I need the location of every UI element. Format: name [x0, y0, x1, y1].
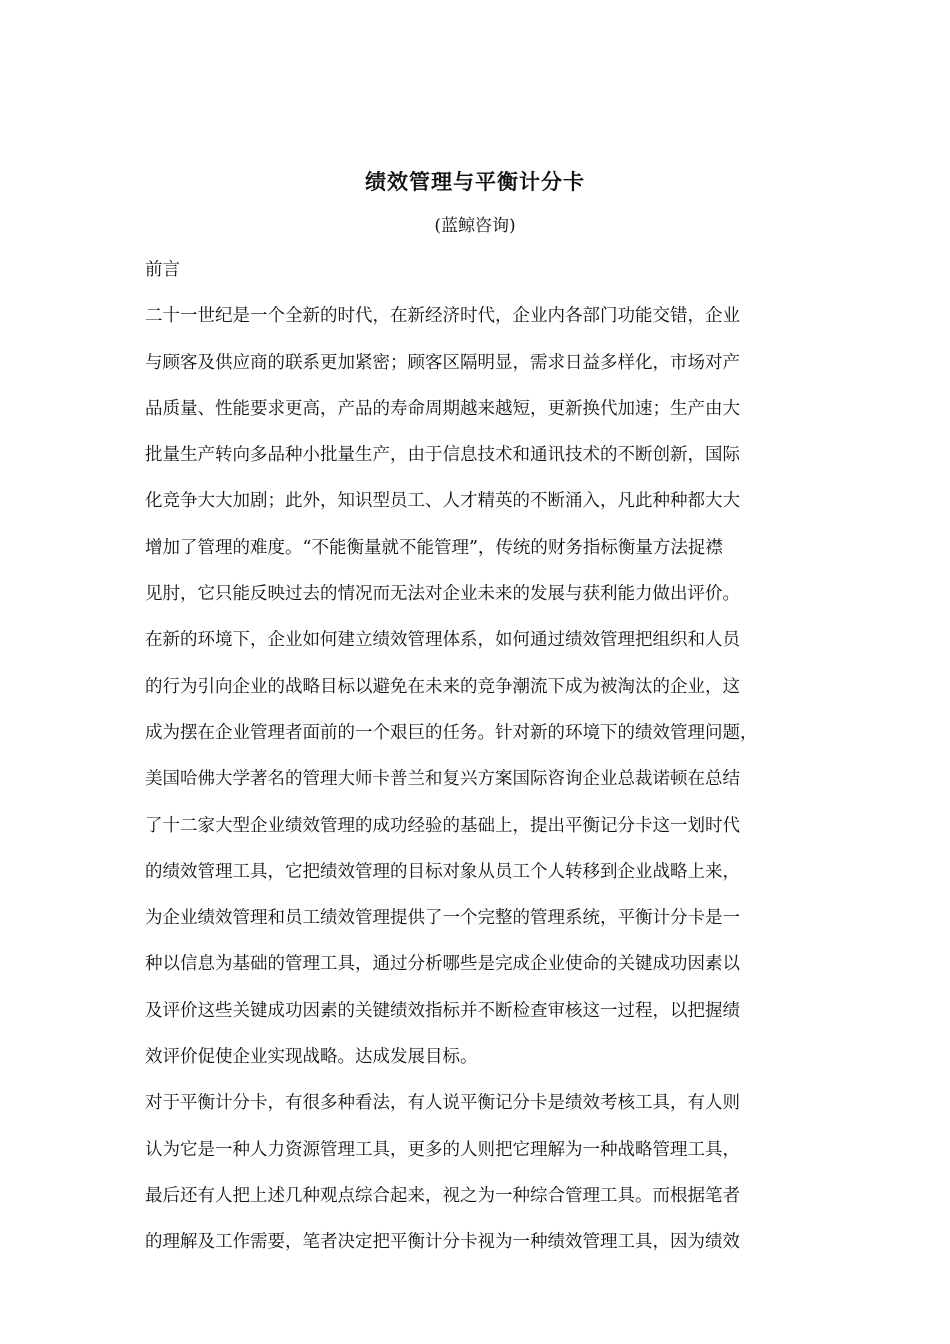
text-line: 的理解及工作需要，笔者决定把平衡计分卡视为一种绩效管理工具，因为绩效: [145, 1232, 740, 1253]
text-line: 效评价促使企业实现战略。达成发展目标。: [145, 1047, 478, 1068]
text-line: 增加了管理的难度。“不能衡量就不能管理”，传统的财务指标衡量方法捉襟: [145, 537, 723, 558]
text-line-preface-heading: 前言: [145, 260, 180, 280]
text-line: 化竞争大大加剧；此外，知识型员工、人才精英的不断涌入，凡此种种都大大: [145, 491, 740, 512]
text-line: 品质量、性能要求更高，产品的寿命周期越来越短，更新换代加速；生产由大: [145, 398, 740, 419]
document-subtitle: (蓝鲸咨询): [434, 216, 516, 236]
text-line: 的行为引向企业的战略目标以避免在未来的竞争潮流下成为被淘汰的企业，这: [145, 676, 740, 697]
text-line: 成为摆在企业管理者面前的一个艰巨的任务。针对新的环境下的绩效管理问题，: [145, 722, 758, 743]
document-title: 绩效管理与平衡计分卡: [365, 169, 585, 194]
text-line: 了十二家大型企业绩效管理的成功经验的基础上，提出平衡记分卡这一划时代: [145, 815, 740, 836]
text-line: 的绩效管理工具，它把绩效管理的目标对象从员工个人转移到企业战略上来，: [145, 861, 740, 882]
text-line: 批量生产转向多品种小批量生产，由于信息技术和通讯技术的不断创新，国际: [145, 445, 740, 466]
text-line: 二十一世纪是一个全新的时代，在新经济时代，企业内各部门功能交错，企业: [145, 306, 740, 327]
text-line: 美国哈佛大学著名的管理大师卡普兰和复兴方案国际咨询企业总裁诺顿在总结: [145, 769, 740, 790]
text-line: 及评价这些关键成功因素的关键绩效指标并不断检查审核这一过程，以把握绩: [145, 1000, 740, 1021]
document-body: [145, 257, 805, 1276]
text-line: 最后还有人把上述几种观点综合起来，视之为一种综合管理工具。而根据笔者: [145, 1185, 740, 1206]
text-line: 与顾客及供应商的联系更加紧密；顾客区隔明显，需求日益多样化，市场对产: [145, 352, 740, 373]
text-line: 见肘，它只能反映过去的情况而无法对企业未来的发展与获利能力做出评价。: [145, 584, 740, 605]
text-line: 种以信息为基础的管理工具，通过分析哪些是完成企业使命的关键成功因素以: [145, 954, 740, 975]
text-line: 在新的环境下，企业如何建立绩效管理体系，如何通过绩效管理把组织和人员: [145, 630, 740, 651]
text-line: 认为它是一种人力资源管理工具，更多的人则把它理解为一种战略管理工具，: [145, 1139, 740, 1160]
text-line: 为企业绩效管理和员工绩效管理提供了一个完整的管理系统，平衡计分卡是一: [145, 908, 740, 929]
text-line: 对于平衡计分卡，有很多种看法，有人说平衡记分卡是绩效考核工具，有人则: [145, 1093, 740, 1114]
